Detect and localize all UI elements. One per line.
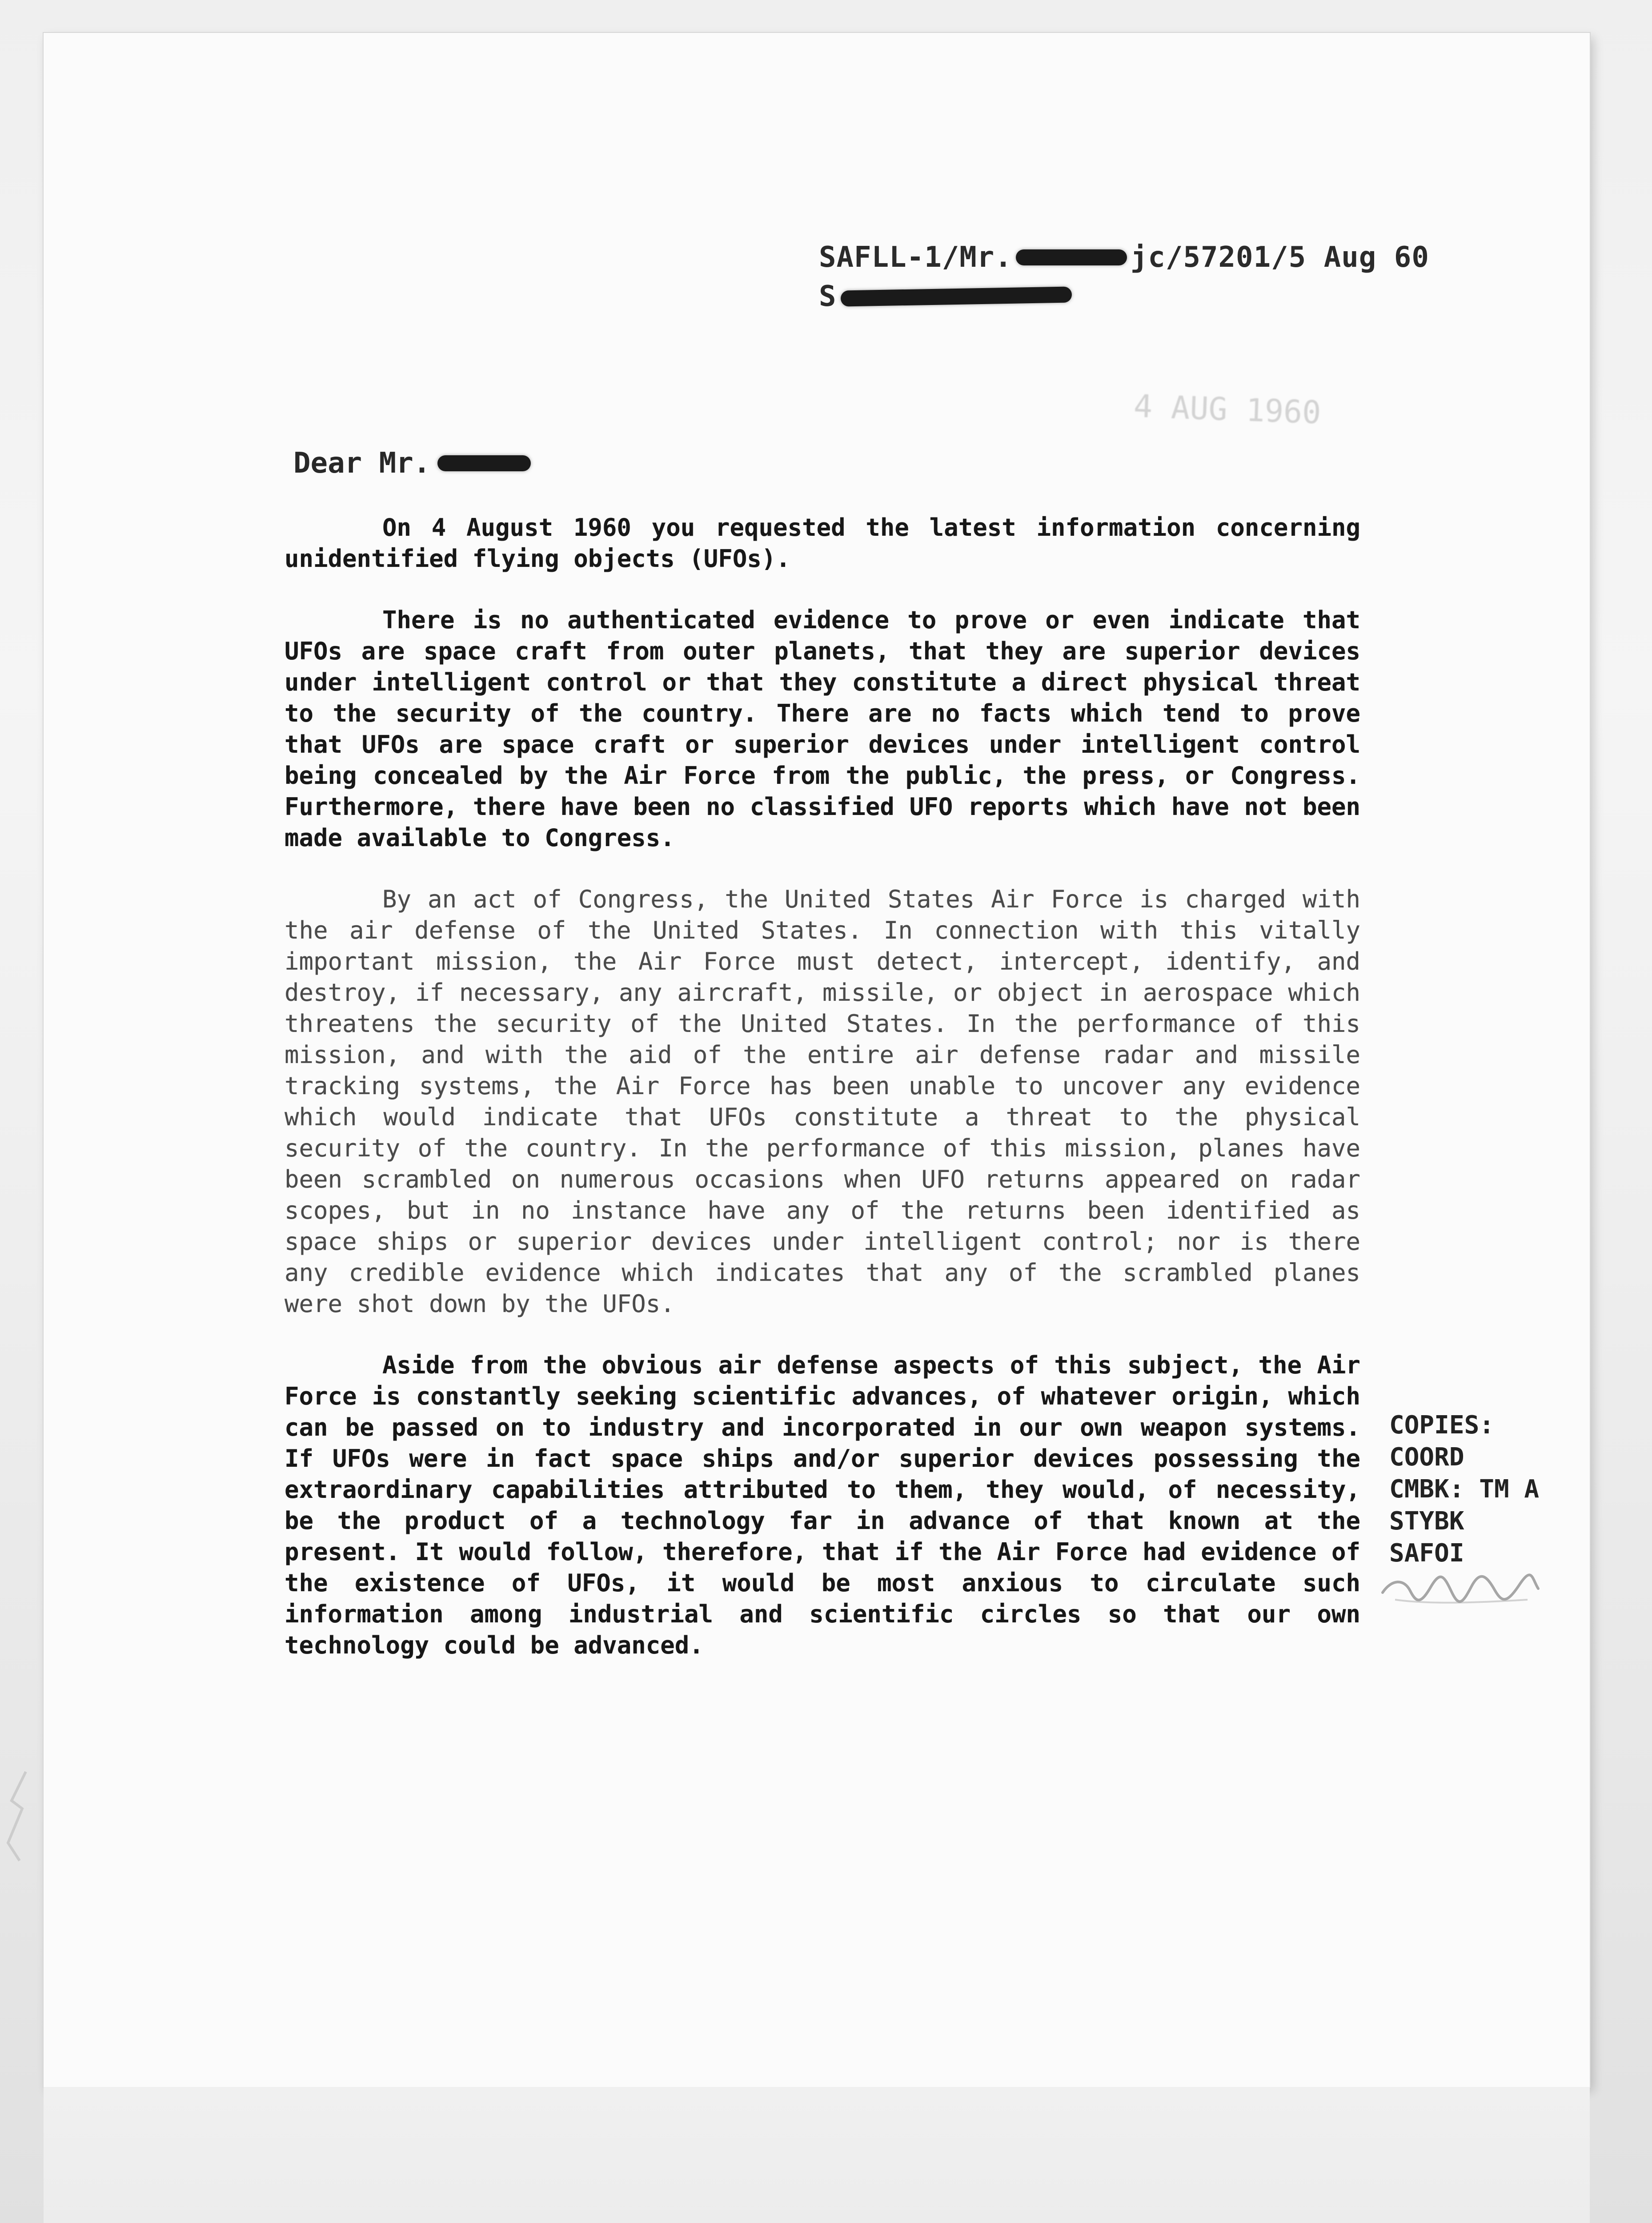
reference-second-prefix: S (819, 280, 836, 313)
scan-lower-margin (44, 2087, 1590, 2223)
received-stamp: 4 AUG 1960 (1133, 388, 1322, 431)
paragraph-2: There is no authenticated evidence to prove or even indicate that UFOs are space craft from outer planets, that they are superior devices under intelligent control or that they constitute a direct physical threat to the security of the country. There are no facts which tend to prove that UFOs are space craft or superior devices under intelligent control being concealed by the Air Force from the public, the press, or Congress. Furthermore, there have been no classified UFO reports which have not been made available to Congress. (285, 606, 1360, 852)
reference-prefix: SAFLL-1/Mr. (819, 241, 1012, 274)
letter-body (285, 512, 1360, 1691)
redaction-bar (437, 455, 531, 471)
redaction-bar (840, 286, 1072, 306)
copy-line: STYBK (1389, 1507, 1464, 1536)
salutation-text: Dear Mr. (293, 447, 431, 480)
copies-heading: COPIES: (1389, 1411, 1495, 1440)
handwritten-note-icon (1378, 1569, 1543, 1613)
reference-line (819, 241, 1429, 274)
reference-second-line (819, 280, 1072, 313)
copies-block (1389, 1409, 1539, 1569)
redaction-bar (1016, 249, 1127, 265)
paragraph-4: Aside from the obvious air defense aspects of this subject, the Air Force is constantly seeking scientific advances, of whatever origin, which can be passed on to industry and incorporated in our own weapon systems. If UFOs were in fact space ships and/or superior devices possessing the extraordinary capabilities attributed to them, they would, of necessity, be the product of a technology far in advance of that known at the present. It would follow, therefore, that if the Air Force had evidence of the existence of UFOs, it would be most anxious to circulate such information among industrial and scientific circles so that our own technology could be advanced. (285, 1351, 1360, 1659)
scan-scratch-icon (4, 1770, 35, 1863)
paragraph-1: On 4 August 1960 you requested the latest information concerning unidentified flying objects (UFOs). (285, 514, 1360, 573)
reference-suffix: jc/57201/5 Aug 60 (1130, 241, 1429, 274)
copy-line: CMBK: TM A (1389, 1475, 1540, 1504)
paragraph-3: By an act of Congress, the United States Air Force is charged with the air defense of the United States. In connection with this vitally important mission, the Air Force must detect, intercept, identify, and destroy, if necessary, any aircraft, missile, or object in aerospace which threatens the security of the United States. In the performance of this mission, and with the aid of the entire air defense radar and missile tracking systems, the Air Force has been unable to uncover any evidence which would indicate that UFOs constitute a threat to the physical security of the country. In the performance of this mission, planes have been scrambled on numerous occasions when UFO returns appeared on radar scopes, but in no instance have any of the returns been identified as space ships or superior devices under intelligent control; nor is there any credible evidence which indicates that any of the scrambled planes were shot down by the UFOs. (285, 885, 1360, 1318)
salutation (293, 447, 531, 480)
copy-line: SAFOI (1389, 1539, 1464, 1568)
copy-line: COORD (1389, 1443, 1464, 1472)
